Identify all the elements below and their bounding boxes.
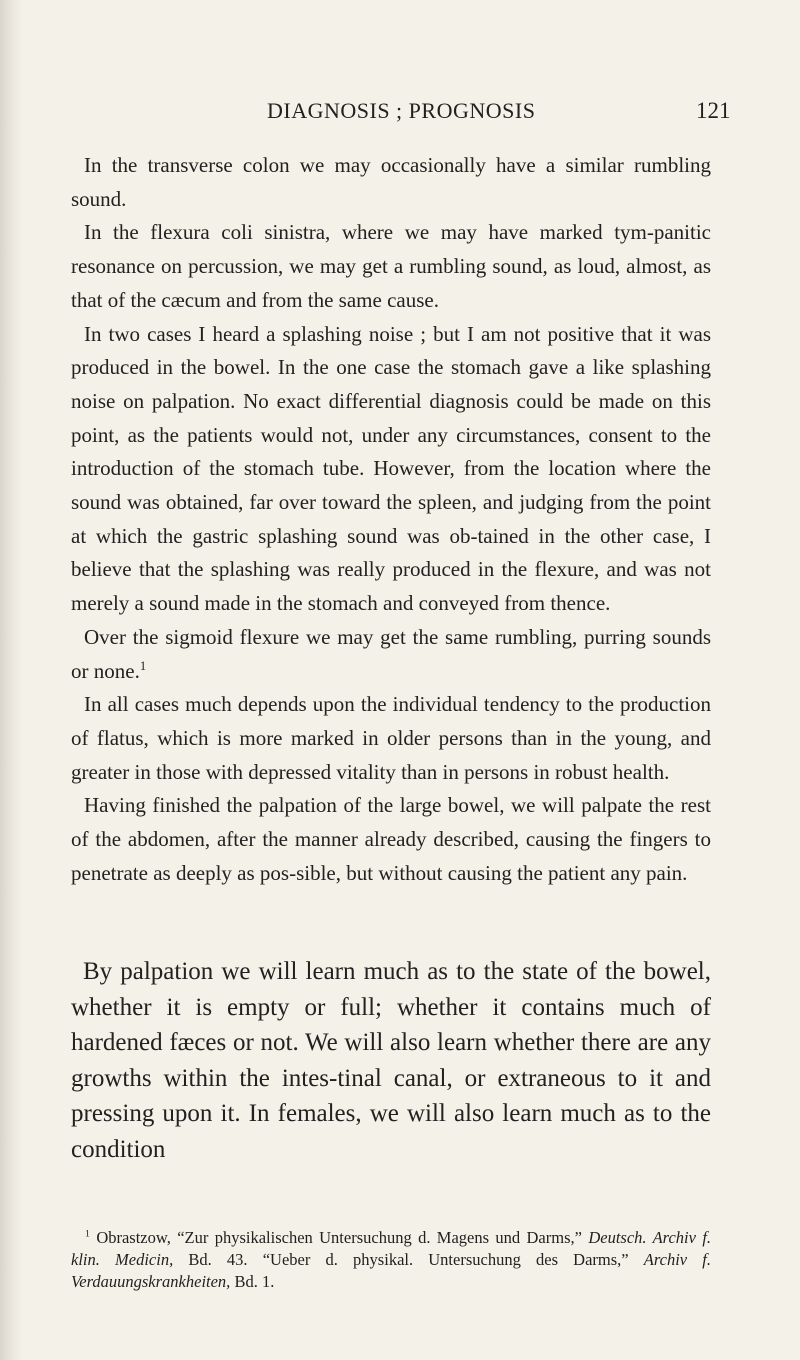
footnote-marker: 1: [85, 1228, 90, 1240]
page-header: [0, 98, 800, 128]
body-text: [71, 149, 711, 890]
paragraph: Having finished the palpation of the large bowel, we will palpate the rest of the abdomen, after the manner already described, causing the fingers to penetrate as deeply as pos-sible, but without causing the patient any pain.: [71, 793, 711, 885]
paragraph: In all cases much depends upon the individual tendency to the production of flatus, which is more marked in older persons than in the young, and greater in those with depressed vitality than in persons in robust health.: [71, 692, 711, 784]
paragraph-text: Over the sigmoid flexure we may get the same rumbling, purring sounds or none.: [71, 624, 711, 683]
large-type-paragraph: By palpation we will learn much as to the state of the bowel, whether it is empty or full; whether it contains much of hardened fæces or not. We will also learn whether there are any growths within the intes-tinal canal, or extraneous to it and pressing upon it. In females, we will also learn much as to the condition: [71, 958, 711, 1163]
page-number: 121: [696, 98, 731, 123]
paragraph: In the flexura coli sinistra, where we may have marked tym-panitic resonance on percussion, we may get a rumbling sound, as loud, almost, as that of the cæcum and from the same cause.: [71, 220, 711, 312]
footnote-text: Obrastzow, “Zur physikalischen Untersuchung d. Magens und Darms,”: [96, 1228, 582, 1247]
footnote: [71, 1227, 711, 1293]
footnote-journal: Archiv f. Verdauungskrankheiten,: [71, 1250, 712, 1291]
footnote-text: Bd. 43. “Ueber d. physikal. Untersuchung des Darms,”: [188, 1250, 629, 1269]
paragraph: [71, 621, 711, 688]
footnote-journal: Deutsch. Archiv f. klin. Medicin,: [71, 1228, 712, 1269]
paragraph: In two cases I heard a splashing noise ; but I am not positive that it was produced in the bowel. In the one case the stomach gave a like splashing noise on palpation. No exact differential diagnosis could be made on this point, as the patients would not, under any circumstances, consent to the introduction of the stomach tube. However, from the location where the sound was obtained, far over toward the spleen, and judging from the point at which the gastric splashing sound was ob-tained in the other case, I believe that the splashing was really produced in the flexure, and was not merely a sound made in the stomach and conveyed from thence.: [71, 321, 711, 616]
running-head: DIAGNOSIS ; PROGNOSIS: [267, 98, 536, 123]
paragraph: In the transverse colon we may occasionally have a similar rumbling sound.: [71, 153, 711, 211]
footnote-text: Bd. 1.: [234, 1272, 275, 1291]
page-gutter-shadow: [0, 0, 22, 1360]
footnote-reference: 1: [139, 658, 147, 673]
